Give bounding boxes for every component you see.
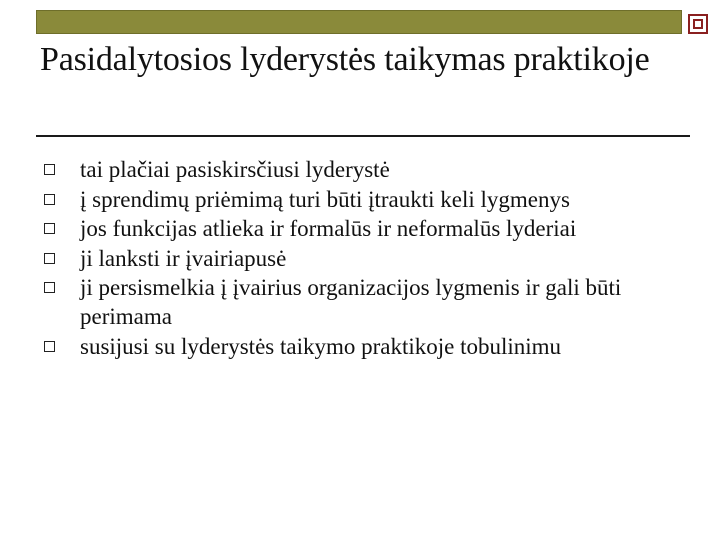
bullet-item [44,185,694,214]
hollow-square-icon [44,253,55,264]
corner-square-icon [688,14,708,34]
hollow-square-icon [44,341,55,352]
bullet-text: į sprendimų priėmimą turi būti įtraukti keli lygmenys [80,186,570,212]
slide-title: Pasidalytosios lyderystės taikymas praktikoje [40,41,650,78]
bullet-item [44,155,694,184]
bullet-list [44,155,694,361]
bullet-item [44,273,694,331]
title-divider [36,135,690,137]
bullet-item [44,214,694,243]
slide-top-bar [36,10,682,34]
hollow-square-icon [44,282,55,293]
bullet-item [44,244,694,273]
hollow-square-icon [44,223,55,234]
hollow-square-icon [44,194,55,205]
bullet-item [44,332,694,361]
bullet-text: tai plačiai pasiskirsčiusi lyderystė [80,157,390,182]
hollow-square-icon [44,164,55,175]
bullet-text: ji persismelkia į įvairius organizacijos lygmenis ir gali būti perimama [80,275,622,329]
bullet-text: jos funkcijas atlieka ir formalūs ir neformalūs lyderiai [80,216,577,241]
bullet-text: susijusi su lyderystės taikymo praktikoje tobulinimu [80,333,562,359]
bullet-text: ji lanksti ir įvairiapusė [80,245,287,271]
